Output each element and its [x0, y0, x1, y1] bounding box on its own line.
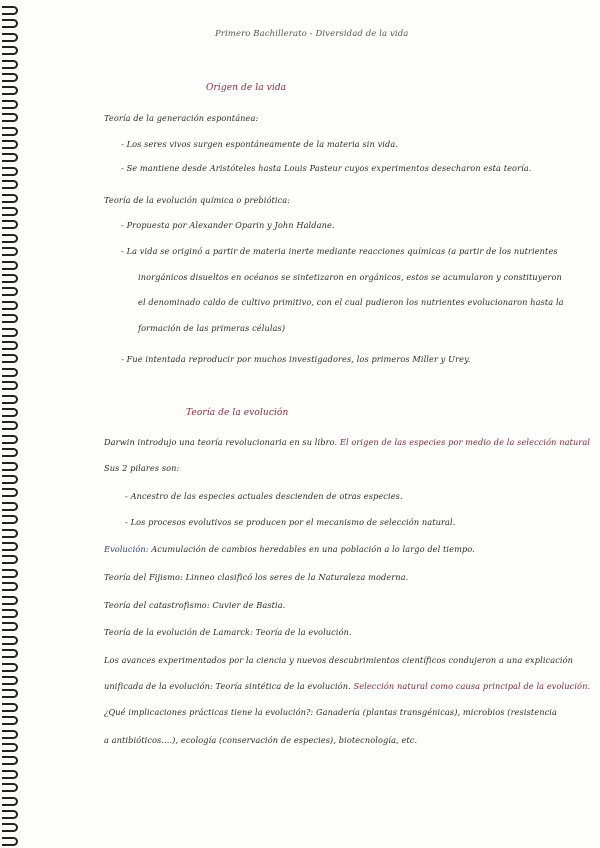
spiral-ring [2, 555, 18, 564]
spiral-ring [2, 328, 18, 337]
spiral-ring [2, 19, 18, 28]
spiral-ring [2, 730, 18, 739]
spiral-ring [2, 663, 18, 672]
spiral-ring [2, 127, 18, 136]
spiral-ring [2, 649, 18, 658]
text-line: Teoría de la evolución química o prebiótica: [104, 195, 291, 205]
spiral-ring [2, 368, 18, 377]
spiral-ring [2, 609, 18, 618]
spiral-ring [2, 542, 18, 551]
spiral-ring [2, 596, 18, 605]
spiral-ring [2, 341, 18, 350]
text-line: - La vida se originó a partir de materia inerte mediante reacciones químicas (a partir de los nutrientes [121, 246, 558, 256]
spiral-ring [2, 703, 18, 712]
text-line: - Ancestro de las especies actuales descienden de otras especies. [125, 491, 403, 501]
spiral-ring [2, 194, 18, 203]
spiral-ring [2, 448, 18, 457]
spiral-ring [2, 207, 18, 216]
text-line [104, 437, 590, 447]
spiral-ring [2, 274, 18, 283]
spiral-ring [2, 381, 18, 390]
text-line: Teoría del catastrofismo: Cuvier de Bastia. [104, 600, 286, 610]
spiral-ring [2, 435, 18, 444]
text-line: Teoría de la generación espontánea: [104, 113, 259, 123]
spiral-ring [2, 716, 18, 725]
spiral-ring [2, 33, 18, 42]
spiral-ring [2, 287, 18, 296]
spiral-ring [2, 837, 18, 846]
spiral-ring [2, 475, 18, 484]
spiral-ring [2, 113, 18, 122]
spiral-ring [2, 301, 18, 310]
text-line: Sus 2 pilares son: [104, 463, 180, 473]
spiral-ring [2, 636, 18, 645]
spiral-ring [2, 797, 18, 806]
spiral-ring [2, 6, 18, 15]
spiral-ring [2, 46, 18, 55]
spiral-ring [2, 314, 18, 323]
text-fragment: Darwin introdujo una teoría revolucionaria en su libro. [104, 437, 338, 447]
spiral-ring [2, 756, 18, 765]
text-line: Teoría del Fijismo: Linneo clasificó los seres de la Naturaleza moderna. [104, 572, 409, 582]
highlight-seleccion-natural: Selección natural como causa principal de la evolución. [353, 681, 591, 691]
spiral-ring [2, 569, 18, 578]
book-title-highlight: El origen de las especies por medio de la selección natural [339, 437, 591, 447]
text-line: ¿Qué implicaciones prácticas tiene la evolución?: Ganadería (plantas transgénicas), microbios (resistencia [104, 707, 557, 717]
text-line [104, 681, 590, 691]
page-title: Primero Bachillerato - Diversidad de la vida [215, 29, 409, 39]
text-fragment: unificada de la evolución: Teoría sintética de la evolución. [104, 681, 351, 691]
spiral-ring [2, 689, 18, 698]
spiral-ring [2, 622, 18, 631]
spiral-ring [2, 823, 18, 832]
spiral-ring [2, 488, 18, 497]
heading-origen-de-la-vida: Origen de la vida [206, 83, 287, 93]
text-line: - Los procesos evolutivos se producen por el mecanismo de selección natural. [125, 517, 456, 527]
spiral-ring [2, 86, 18, 95]
text-line: Teoría de la evolución de Lamarck: Teoría de la evolución. [104, 627, 352, 637]
text-line: - Propuesta por Alexander Oparin y John Haldane. [121, 220, 335, 230]
spiral-ring [2, 234, 18, 243]
spiral-ring [2, 220, 18, 229]
spiral-ring [2, 421, 18, 430]
spiral-ring [2, 73, 18, 82]
spiral-ring [2, 100, 18, 109]
spiral-ring [2, 502, 18, 511]
text-line: inorgánicos disueltos en océanos se sintetizaron en orgánicos, estos se acumularon y constituyeron [138, 272, 562, 282]
text-line: formación de las primeras células) [138, 323, 286, 333]
text-line: - Los seres vivos surgen espontáneamente de la materia sin vida. [121, 139, 399, 149]
spiral-ring [2, 153, 18, 162]
heading-teoria-de-la-evolucion: Teoría de la evolución [186, 408, 289, 418]
text-line: el denominado caldo de cultivo primitivo, con el cual pudieron los nutrientes evolucionaron hasta la [138, 297, 564, 307]
text-line [104, 544, 475, 554]
spiral-ring [2, 783, 18, 792]
spiral-ring [2, 167, 18, 176]
text-fragment: Acumulación de cambios heredables en una población a lo largo del tiempo. [151, 544, 475, 554]
spiral-ring [2, 770, 18, 779]
spiral-ring [2, 408, 18, 417]
text-line: a antibióticos....), ecología (conservación de especies), biotecnología, etc. [104, 735, 418, 745]
spiral-ring [2, 180, 18, 189]
spiral-ring [2, 810, 18, 819]
spiral-ring [2, 395, 18, 404]
text-line: - Se mantiene desde Aristóteles hasta Louis Pasteur cuyos experimentos desecharon esta teoría. [121, 163, 532, 173]
spiral-ring [2, 261, 18, 270]
spiral-ring [2, 582, 18, 591]
spiral-binding [0, 0, 22, 848]
spiral-ring [2, 60, 18, 69]
spiral-ring [2, 247, 18, 256]
text-line: - Fue intentada reproducir por muchos investigadores, los primeros Miller y Urey. [121, 354, 471, 364]
spiral-ring [2, 140, 18, 149]
spiral-ring [2, 529, 18, 538]
spiral-ring [2, 743, 18, 752]
term-evolucion: Evolución: [104, 544, 149, 554]
spiral-ring [2, 354, 18, 363]
text-line: Los avances experimentados por la ciencia y nuevos descubrimientos científicos condujeron a una explicación [104, 655, 574, 665]
spiral-ring [2, 515, 18, 524]
spiral-ring [2, 676, 18, 685]
spiral-ring [2, 462, 18, 471]
